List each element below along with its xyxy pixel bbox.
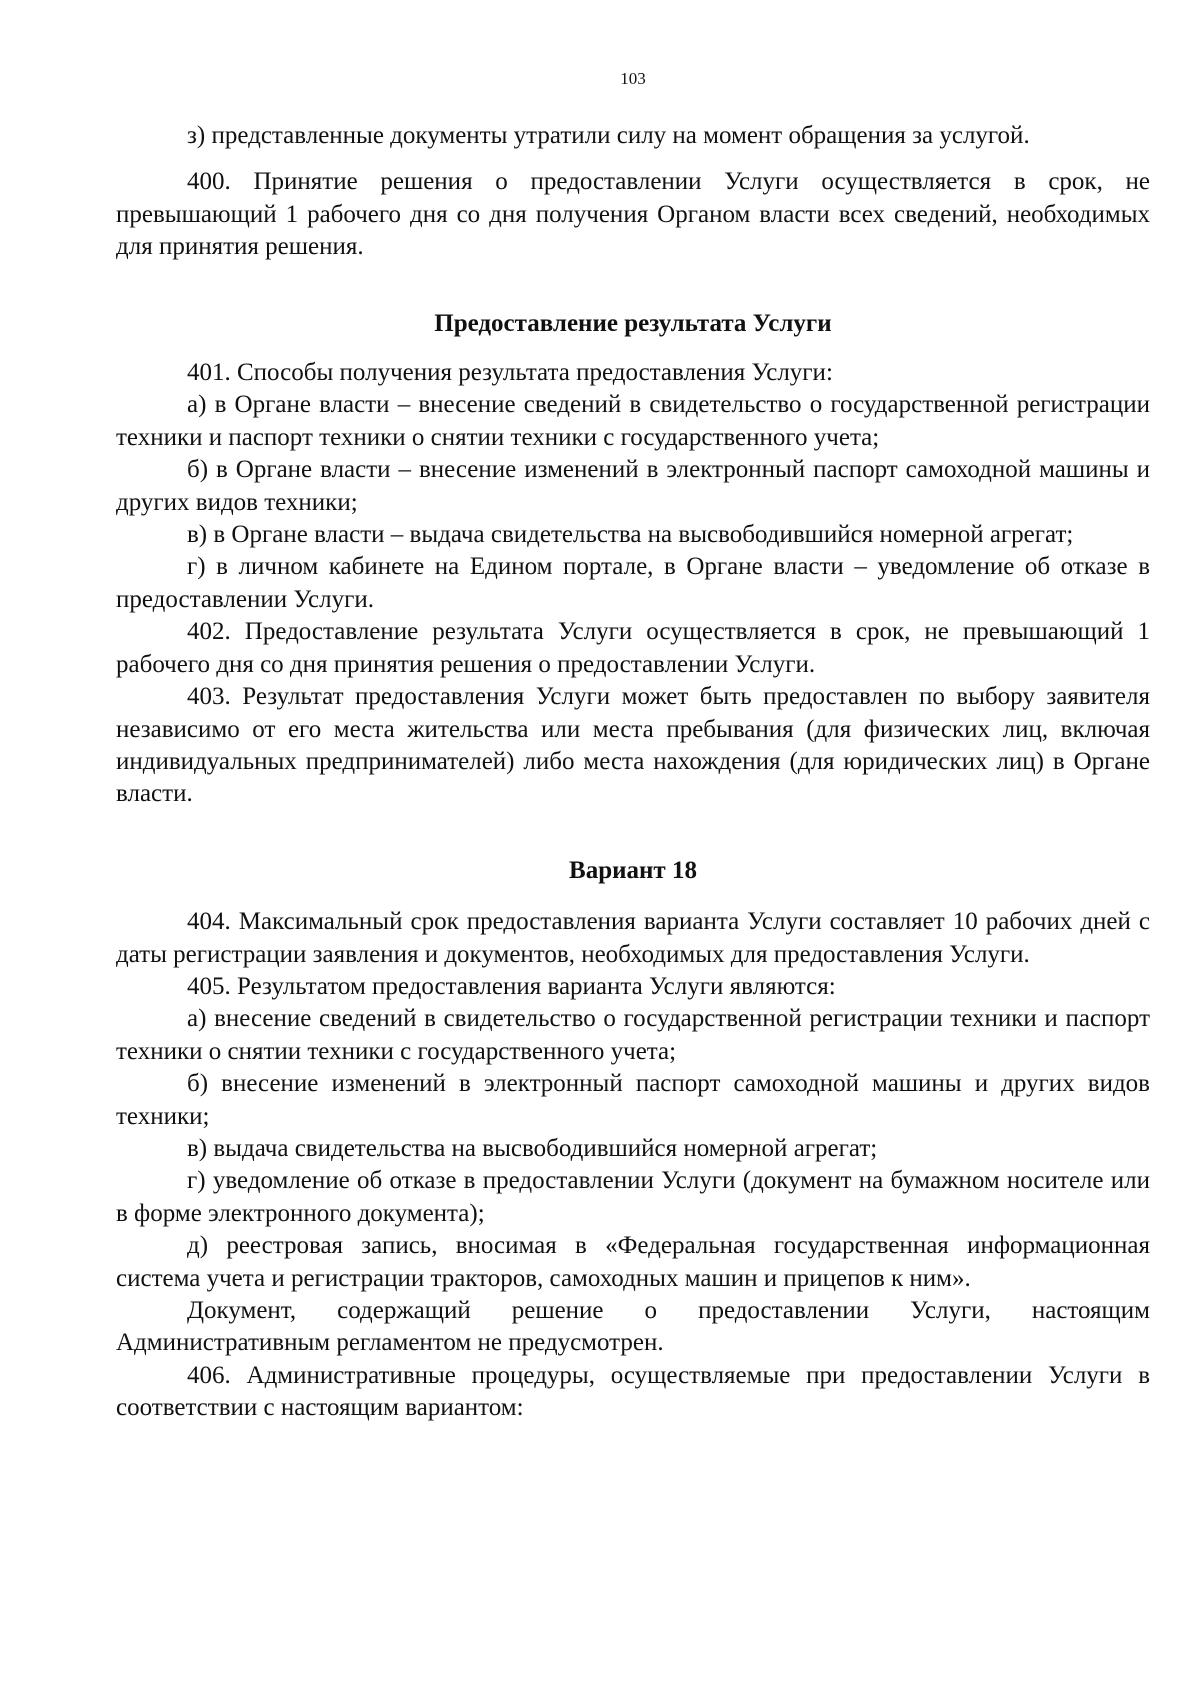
paragraph-decision-document: Документ, содержащий решение о предоставлении Услуги, настоящим Административным регламентом не предусмотрен.	[116, 1297, 1150, 1357]
paragraph-405-a: а) внесение сведений в свидетельство о государственной регистрации техники и паспорт техники о снятии техники с государственного учета;	[116, 1005, 1150, 1065]
paragraph-401: 401. Способы получения результата предоставления Услуги:	[187, 359, 833, 387]
document-body	[116, 120, 1150, 1425]
paragraph-401-b: б) в Органе власти – внесение изменений в электронный паспорт самоходной машины и других видов техники;	[116, 456, 1150, 516]
paragraph-405-g: г) уведомление об отказе в предоставлении Услуги (документ на бумажном носителе или в форме электронного документа);	[116, 1167, 1150, 1227]
section-heading-variant-18: Вариант 18	[569, 856, 697, 884]
section-heading-result: Предоставление результата Услуги	[434, 309, 832, 337]
paragraph-405: 405. Результатом предоставления варианта Услуги являются:	[187, 972, 836, 1000]
paragraph-403: 403. Результат предоставления Услуги может быть предоставлен по выбору заявителя независимо от его места жительства или места пребывания (для физических лиц, включая индивидуальных предпринимателей) либо места нахождения (для юридических лиц) в Органе власти.	[116, 683, 1150, 808]
paragraph-401-g: г) в личном кабинете на Едином портале, в Органе власти – уведомление об отказе в предоставлении Услуги.	[116, 553, 1150, 613]
paragraph-406: 406. Административные процедуры, осуществляемые при предоставлении Услуги в соответствии с настоящим вариантом:	[116, 1361, 1150, 1422]
paragraph-405-v: в) выдача свидетельства на высвободившийся номерной агрегат;	[187, 1134, 878, 1162]
page-number: 103	[620, 69, 646, 88]
paragraph-405-d: д) реестровая запись, вносимая в «Федеральная государственная информационная система учета и регистрации тракторов, самоходных машин и прицепов к ним».	[116, 1232, 1150, 1292]
paragraph-401-v: в) в Органе власти – выдача свидетельства на высвободившийся номерной агрегат;	[187, 521, 1074, 549]
paragraph-item-z: з) представленные документы утратили силу на момент обращения за услугой.	[187, 122, 1030, 149]
paragraph-405-b: б) внесение изменений в электронный паспорт самоходной машины и других видов техники;	[116, 1070, 1150, 1130]
paragraph-404: 404. Максимальный срок предоставления варианта Услуги составляет 10 рабочих дней с даты регистрации заявления и документов, необходимых для предоставления Услуги.	[116, 908, 1150, 968]
paragraph-400: 400. Принятие решения о предоставлении Услуги осуществляется в срок, не превышающий 1 рабочего дня со дня получения Органом власти всех сведений, необходимых для принятия решения.	[116, 168, 1150, 261]
paragraph-401-a: а) в Органе власти – внесение сведений в свидетельство о государственной регистрации техники и паспорт техники о снятии техники с государственного учета;	[116, 391, 1150, 451]
paragraph-402: 402. Предоставление результата Услуги осуществляется в срок, не превышающий 1 рабочего дня со дня принятия решения о предоставлении Услуги.	[116, 618, 1150, 678]
